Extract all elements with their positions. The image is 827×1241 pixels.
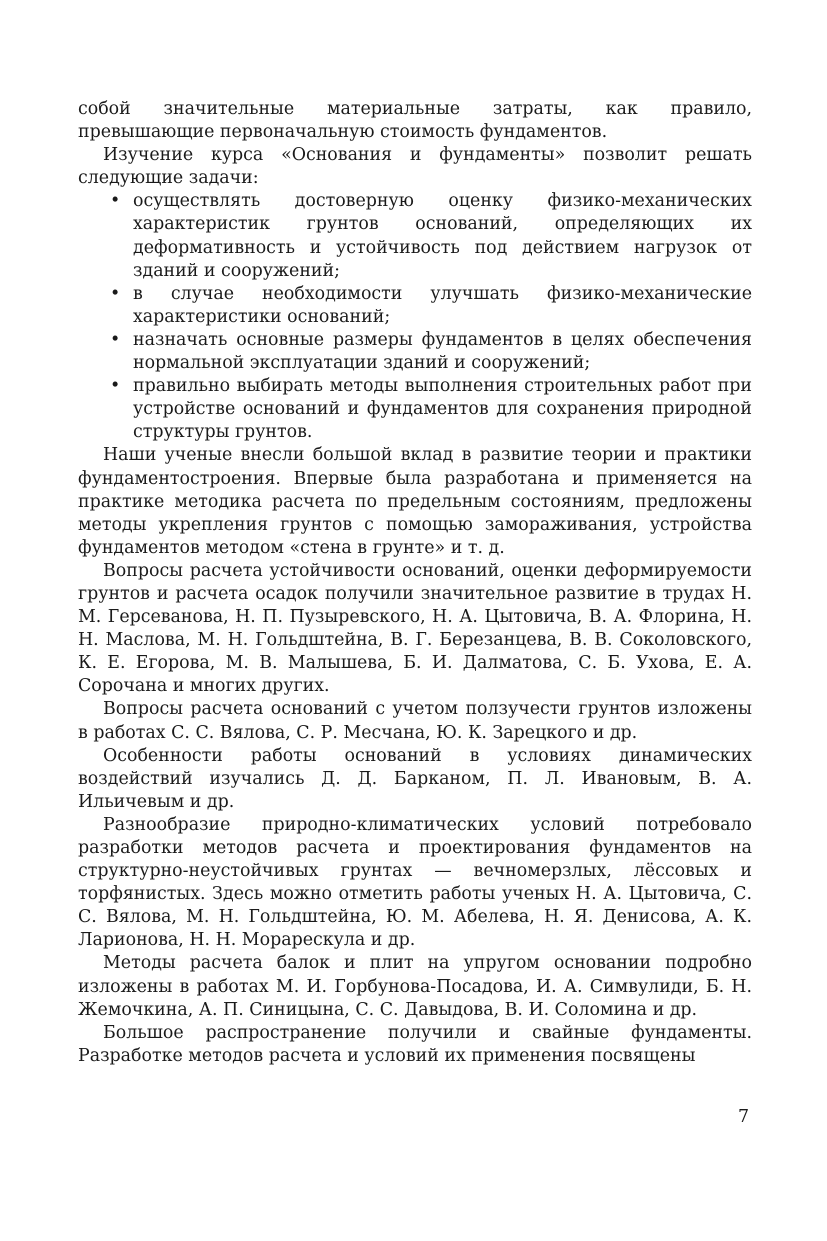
list-item <box>78 375 752 444</box>
task-list <box>78 190 752 444</box>
paragraph-beams: Методы расчета балок и плит на упругом основании подробно изложены в работах М. И. Горбунова-Посадова, И. А. Симвулиди, Б. Н. Жемочкина, А. П. Синицына, С. С. Давыдова, В. И. Соломина и др. <box>78 953 752 1020</box>
bullet-icon: • <box>110 191 121 212</box>
paragraph-continuation: собой значительные материальные затраты, как правило, превышающие первоначальную стоимость фундаментов. <box>78 99 752 143</box>
list-item <box>78 329 752 375</box>
paragraph-stability: Вопросы расчета устойчивости оснований, оценки деформируемости грунтов и расчета осадок получили значительное развитие в трудах Н. М. Герсеванова, Н. П. Пузыревского, Н. А. Цытовича, В. А. Флорина, Н. Н. Маслова, М. Н. Гольдштейна, В. Г. Березанцева, В. В. Соколовского, К. Е. Егорова, М. В. Малышева, Б. И. Далматова, С. Б. Ухова, Е. А. Сорочана и многих других. <box>78 560 752 697</box>
paragraph-course-intro: Изучение курса «Основания и фундаменты» позволит решать следующие задачи: <box>78 145 752 189</box>
list-item <box>78 190 752 282</box>
paragraph-climate: Разнообразие природно-климатических условий потребовало разработки методов расчета и проектирования фундаментов на структурно-неустойчивых грунтах — вечномерзлых, лёссовых и торфянистых. Здесь можно отметить работы ученых Н. А. Цытовича, С. С. Вялова, М. Н. Гольдштейна, Ю. М. Абелева, Н. Я. Денисова, А. К. Ларионова, Н. Н. Морарескула и др. <box>78 814 752 951</box>
list-item-text: в случае необходимости улучшать физико-механические характеристики оснований; <box>133 283 752 327</box>
bullet-icon: • <box>110 329 121 350</box>
list-item-text: осуществлять достоверную оценку физико-механических характеристик грунтов оснований, определяющих их деформативность и устойчивость под действием нагрузок от зданий и сооружений; <box>133 191 752 281</box>
bullet-icon: • <box>110 283 121 304</box>
bullet-icon: • <box>110 376 121 397</box>
page-body <box>78 98 752 1068</box>
list-item-text: назначать основные размеры фундаментов в целях обеспечения нормальной эксплуатации зданий и сооружений; <box>133 329 752 374</box>
paragraph-piles: Большое распространение получили и свайные фундаменты. Разработке методов расчета и условий их применения посвящены <box>78 1022 752 1066</box>
paragraph-creep: Вопросы расчета оснований с учетом ползучести грунтов изложены в работах С. С. Вялова, С. Р. Месчана, Ю. К. Зарецкого и др. <box>78 699 752 743</box>
paragraph-dynamics: Особенности работы оснований в условиях динамических воздействий изучались Д. Д. Барканом, П. Л. Ивановым, В. А. Ильичевым и др. <box>78 745 752 812</box>
page-number: 7 <box>738 1107 750 1127</box>
paragraph-contribution: Наши ученые внесли большой вклад в развитие теории и практики фундаментостроения. Впервые была разработана и применяется на практике методика расчета по предельным состояниям, предложены методы укрепления грунтов с помощью замораживания, устройства фундаментов методом «стена в грунте» и т. д. <box>78 445 752 558</box>
list-item <box>78 283 752 329</box>
list-item-text: правильно выбирать методы выполнения строительных работ при устройстве оснований и фундаментов для сохранения природной структуры грунтов. <box>133 376 752 443</box>
